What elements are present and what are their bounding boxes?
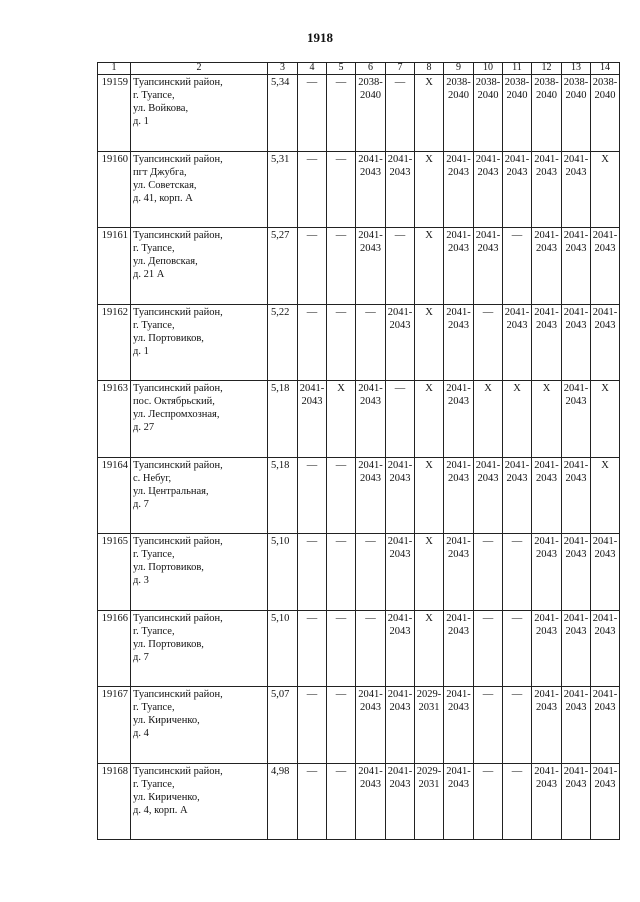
period-cell: —: [298, 534, 327, 611]
period-cell: 2041- 2043: [532, 151, 562, 228]
period-cell: —: [298, 457, 327, 534]
table-body: [98, 75, 620, 840]
period-cell: —: [298, 75, 327, 152]
address-line: пос. Октябрьский,: [133, 396, 215, 407]
period-cell: —: [474, 534, 503, 611]
period-cell: 2041- 2043: [591, 610, 620, 687]
address-line: д. 27: [133, 422, 155, 433]
period-cell: 2041- 2043: [444, 610, 474, 687]
address-line: Туапсинский район,: [133, 689, 223, 700]
row-id: 19165: [98, 534, 131, 611]
period-cell: 2041- 2043: [503, 304, 532, 381]
address-line: г. Туапсе,: [133, 778, 175, 790]
period-cell: —: [298, 304, 327, 381]
period-cell: X: [415, 151, 444, 228]
period-cell: 2041- 2043: [444, 457, 474, 534]
period-cell: 2038- 2040: [532, 75, 562, 152]
period-cell: —: [327, 687, 356, 764]
value-cell: 5,18: [268, 457, 298, 534]
address-line: д. 41, корп. А: [133, 192, 193, 204]
period-cell: 2041- 2043: [532, 534, 562, 611]
address-line: д. 21 А: [133, 269, 165, 280]
period-cell: —: [327, 304, 356, 381]
period-cell: 2041- 2043: [444, 687, 474, 764]
period-cell: 2038- 2040: [474, 75, 503, 152]
period-cell: —: [327, 228, 356, 305]
address-cell: [131, 75, 268, 152]
table-row: [98, 381, 620, 458]
period-cell: 2041- 2043: [356, 457, 386, 534]
period-cell: 2041- 2043: [386, 687, 415, 764]
period-cell: 2041- 2043: [356, 763, 386, 840]
row-id: 19162: [98, 304, 131, 381]
period-cell: 2038- 2040: [356, 75, 386, 152]
period-cell: —: [503, 687, 532, 764]
value-cell: 4,98: [268, 763, 298, 840]
period-cell: 2041- 2043: [591, 763, 620, 840]
period-cell: —: [356, 610, 386, 687]
column-header: 7: [386, 63, 415, 75]
period-cell: 2041- 2043: [591, 687, 620, 764]
period-cell: X: [415, 75, 444, 152]
period-cell: X: [591, 381, 620, 458]
address-cell: [131, 304, 268, 381]
address-line: д. 3: [133, 575, 149, 586]
period-cell: —: [327, 151, 356, 228]
period-cell: 2041- 2043: [474, 228, 503, 305]
period-cell: —: [298, 610, 327, 687]
address-line: Туапсинский район,: [133, 459, 223, 471]
period-cell: 2041- 2043: [562, 457, 591, 534]
address-cell: [131, 763, 268, 840]
period-cell: 2041- 2043: [356, 151, 386, 228]
period-cell: 2041- 2043: [532, 457, 562, 534]
period-cell: 2041- 2043: [562, 304, 591, 381]
period-cell: 2041- 2043: [444, 228, 474, 305]
column-header: 14: [591, 63, 620, 75]
period-cell: X: [532, 381, 562, 458]
period-cell: 2038- 2040: [591, 75, 620, 152]
table-row: [98, 151, 620, 228]
table-row: [98, 457, 620, 534]
address-line: пгт Джубга,: [133, 166, 187, 178]
table-row: [98, 534, 620, 611]
period-cell: —: [503, 534, 532, 611]
address-cell: [131, 381, 268, 458]
address-line: с. Небуг,: [133, 472, 172, 484]
period-cell: 2041- 2043: [591, 534, 620, 611]
column-header: 10: [474, 63, 503, 75]
period-cell: —: [386, 381, 415, 458]
value-cell: 5,10: [268, 534, 298, 611]
column-header: 4: [298, 63, 327, 75]
table-row: [98, 228, 620, 305]
address-line: Туапсинский район,: [133, 612, 223, 624]
period-cell: 2038- 2040: [562, 75, 591, 152]
table-row: [98, 687, 620, 764]
period-cell: —: [327, 457, 356, 534]
period-cell: 2041- 2043: [444, 381, 474, 458]
value-cell: 5,22: [268, 304, 298, 381]
address-line: г. Туапсе,: [133, 702, 175, 713]
period-cell: 2041- 2043: [444, 151, 474, 228]
address-line: ул. Кириченко,: [133, 715, 200, 726]
period-cell: X: [415, 304, 444, 381]
address-line: Туапсинский район,: [133, 383, 223, 394]
period-cell: —: [474, 687, 503, 764]
period-cell: X: [415, 534, 444, 611]
column-header: 8: [415, 63, 444, 75]
address-cell: [131, 610, 268, 687]
period-cell: 2041- 2043: [562, 610, 591, 687]
value-cell: 5,07: [268, 687, 298, 764]
column-header: 5: [327, 63, 356, 75]
row-id: 19163: [98, 381, 131, 458]
address-line: ул. Центральная,: [133, 485, 209, 497]
page-number: 1918: [307, 30, 333, 45]
address-line: д. 1: [133, 116, 149, 127]
period-cell: 2041- 2043: [562, 381, 591, 458]
address-line: г. Туапсе,: [133, 549, 175, 560]
period-cell: —: [356, 304, 386, 381]
address-line: г. Туапсе,: [133, 319, 175, 331]
address-line: ул. Портовиков,: [133, 638, 204, 650]
period-cell: 2041- 2043: [444, 763, 474, 840]
period-cell: 2041- 2043: [532, 763, 562, 840]
address-line: д. 1: [133, 345, 149, 357]
period-cell: 2041- 2043: [591, 228, 620, 305]
period-cell: 2041- 2043: [474, 151, 503, 228]
period-cell: X: [503, 381, 532, 458]
period-cell: —: [327, 610, 356, 687]
address-line: ул. Леспромхозная,: [133, 409, 220, 420]
address-cell: [131, 457, 268, 534]
row-id: 19160: [98, 151, 131, 228]
address-line: д. 7: [133, 651, 149, 663]
value-cell: 5,31: [268, 151, 298, 228]
address-line: д. 4: [133, 728, 149, 739]
period-cell: 2041- 2043: [503, 457, 532, 534]
table-row: [98, 75, 620, 152]
period-cell: 2041- 2043: [591, 304, 620, 381]
column-header: 9: [444, 63, 474, 75]
period-cell: 2041- 2043: [562, 151, 591, 228]
address-line: Туапсинский район,: [133, 536, 223, 547]
address-line: Туапсинский район,: [133, 230, 223, 241]
period-cell: 2041- 2043: [503, 151, 532, 228]
period-cell: —: [503, 228, 532, 305]
period-cell: 2041- 2043: [562, 763, 591, 840]
address-line: Туапсинский район,: [133, 765, 223, 777]
address-line: Туапсинский район,: [133, 77, 223, 88]
column-header: 11: [503, 63, 532, 75]
period-cell: 2041- 2043: [386, 534, 415, 611]
period-cell: 2041- 2043: [562, 687, 591, 764]
address-line: ул. Портовиков,: [133, 562, 204, 573]
row-id: 19168: [98, 763, 131, 840]
row-id: 19164: [98, 457, 131, 534]
period-cell: 2041- 2043: [386, 610, 415, 687]
row-id: 19167: [98, 687, 131, 764]
period-cell: 2041- 2043: [386, 304, 415, 381]
period-cell: —: [503, 763, 532, 840]
row-id: 19161: [98, 228, 131, 305]
address-cell: [131, 151, 268, 228]
address-line: д. 7: [133, 498, 149, 510]
column-header: 12: [532, 63, 562, 75]
period-cell: X: [591, 457, 620, 534]
period-cell: X: [591, 151, 620, 228]
table-row: [98, 763, 620, 840]
period-cell: 2041- 2043: [562, 534, 591, 611]
period-cell: —: [327, 75, 356, 152]
value-cell: 5,34: [268, 75, 298, 152]
data-table: [97, 62, 620, 840]
address-line: г. Туапсе,: [133, 90, 175, 101]
period-cell: 2041- 2043: [386, 151, 415, 228]
table-row: [98, 610, 620, 687]
value-cell: 5,27: [268, 228, 298, 305]
period-cell: 2041- 2043: [356, 381, 386, 458]
period-cell: X: [415, 381, 444, 458]
period-cell: 2041- 2043: [562, 228, 591, 305]
period-cell: 2041- 2043: [298, 381, 327, 458]
period-cell: —: [474, 763, 503, 840]
period-cell: —: [474, 610, 503, 687]
period-cell: 2038- 2040: [503, 75, 532, 152]
address-line: ул. Войкова,: [133, 103, 189, 114]
address-line: Туапсинский район,: [133, 306, 223, 318]
period-cell: —: [356, 534, 386, 611]
period-cell: X: [415, 610, 444, 687]
table-row: [98, 304, 620, 381]
period-cell: 2038- 2040: [444, 75, 474, 152]
address-line: ул. Кириченко,: [133, 791, 200, 803]
address-line: ул. Деповская,: [133, 256, 198, 267]
address-cell: [131, 687, 268, 764]
address-line: г. Туапсе,: [133, 243, 175, 254]
column-header: 6: [356, 63, 386, 75]
period-cell: X: [415, 457, 444, 534]
period-cell: 2041- 2043: [474, 457, 503, 534]
period-cell: 2029- 2031: [415, 763, 444, 840]
column-header: 3: [268, 63, 298, 75]
address-line: ул. Советская,: [133, 179, 197, 191]
address-line: д. 4, корп. А: [133, 804, 188, 816]
address-line: ул. Портовиков,: [133, 332, 204, 344]
period-cell: —: [474, 304, 503, 381]
period-cell: —: [386, 228, 415, 305]
period-cell: 2041- 2043: [532, 687, 562, 764]
period-cell: —: [386, 75, 415, 152]
row-id: 19159: [98, 75, 131, 152]
period-cell: 2041- 2043: [532, 304, 562, 381]
period-cell: 2041- 2043: [386, 763, 415, 840]
period-cell: 2041- 2043: [386, 457, 415, 534]
period-cell: X: [327, 381, 356, 458]
period-cell: X: [474, 381, 503, 458]
period-cell: 2041- 2043: [444, 534, 474, 611]
value-cell: 5,18: [268, 381, 298, 458]
period-cell: —: [503, 610, 532, 687]
period-cell: —: [298, 151, 327, 228]
column-header: 13: [562, 63, 591, 75]
period-cell: —: [298, 228, 327, 305]
period-cell: —: [298, 687, 327, 764]
period-cell: —: [327, 763, 356, 840]
period-cell: X: [415, 228, 444, 305]
column-header: 2: [131, 63, 268, 75]
period-cell: 2041- 2043: [356, 228, 386, 305]
period-cell: —: [298, 763, 327, 840]
period-cell: —: [327, 534, 356, 611]
address-cell: [131, 228, 268, 305]
period-cell: 2041- 2043: [532, 228, 562, 305]
address-line: г. Туапсе,: [133, 625, 175, 637]
column-header: 1: [98, 63, 131, 75]
value-cell: 5,10: [268, 610, 298, 687]
period-cell: 2041- 2043: [532, 610, 562, 687]
period-cell: 2029- 2031: [415, 687, 444, 764]
header-row: [98, 63, 620, 75]
address-line: Туапсинский район,: [133, 153, 223, 165]
period-cell: 2041- 2043: [356, 687, 386, 764]
address-cell: [131, 534, 268, 611]
row-id: 19166: [98, 610, 131, 687]
period-cell: 2041- 2043: [444, 304, 474, 381]
